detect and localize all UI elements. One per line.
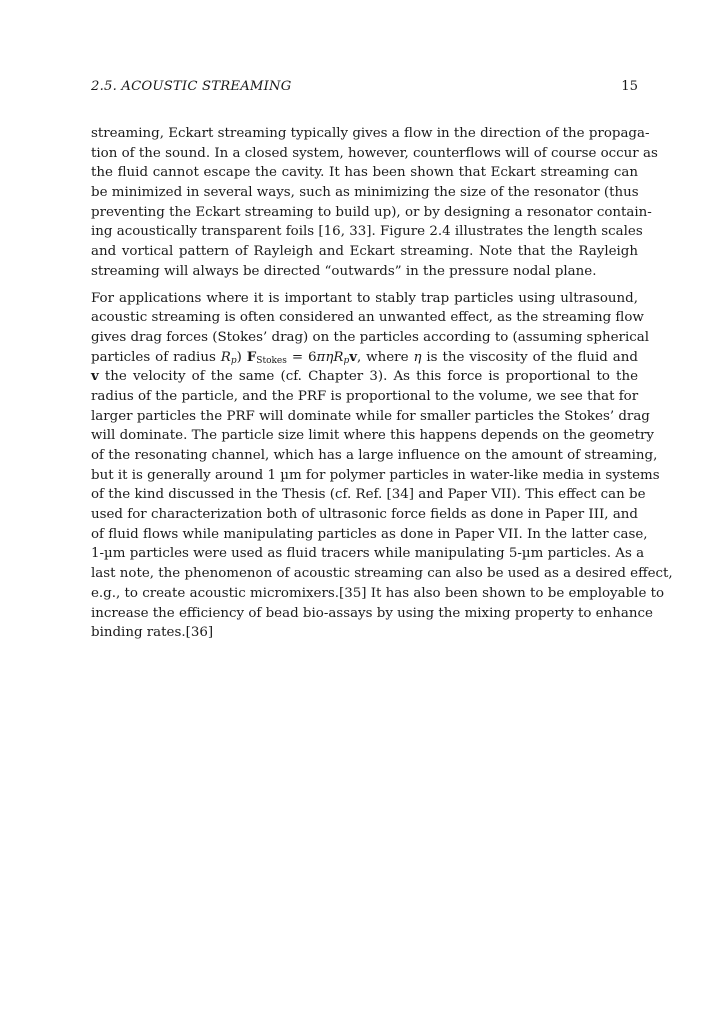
text-line: tion of the sound. In a closed system, however, counterflows will of course occur as xyxy=(91,145,658,161)
text-line: used for characterization both of ultrasonic force fields as done in Paper III, and xyxy=(91,507,638,523)
text-line: last note, the phenomenon of acoustic streaming can also be used as a desired effect, xyxy=(91,566,673,582)
text-line: larger particles the PRF will dominate while for smaller particles the Stokes’ drag xyxy=(91,408,650,424)
section-title: 2.5. ACOUSTIC STREAMING xyxy=(91,79,292,94)
math-radius-symbol: R xyxy=(220,349,231,365)
paragraph-gap xyxy=(91,282,638,289)
text-line: streaming, Eckart streaming typically gives a flow in the direction of the propaga- xyxy=(91,126,650,141)
text-fragment: is the viscosity of the fluid and xyxy=(421,349,638,365)
text-fragment: particles of radius xyxy=(91,349,221,365)
math-eta: η xyxy=(413,349,422,365)
running-header xyxy=(91,77,638,97)
text-line: preventing the Eckart streaming to build up), or by designing a resonator contain- xyxy=(91,204,652,220)
text-line: of the kind discussed in the Thesis (cf. Ref. [34] and Paper VII). This effect can be xyxy=(91,487,646,503)
text-line: ing acoustically transparent foils [16, 33]. Figure 2.4 illustrates the length scales xyxy=(91,224,643,240)
text-line: 1-µm particles were used as fluid tracers while manipulating 5-µm particles. As a xyxy=(91,546,645,562)
text-line: will dominate. The particle size limit where this happens depends on the geometry xyxy=(91,428,654,444)
math-subscript: Stokes xyxy=(256,355,287,366)
text-line: acoustic streaming is often considered an unwanted effect, as the streaming flow xyxy=(91,310,644,326)
body-text xyxy=(91,124,673,643)
math-force-symbol: F xyxy=(246,348,257,365)
text-line: the fluid cannot escape the cavity. It has been shown that Eckart streaming can xyxy=(91,165,638,181)
text-line: be minimized in several ways, such as minimizing the size of the resonator (thus xyxy=(91,185,639,201)
text-line: binding rates.[36] xyxy=(91,625,214,641)
text-line: and vortical pattern of Rayleigh and Eckart streaming. Note that the Rayleigh xyxy=(91,244,638,260)
text-line: of fluid flows while manipulating particles as done in Paper VII. In the latter case, xyxy=(91,526,648,542)
text-fragment: , where xyxy=(356,349,414,365)
text-line: For applications where it is important to stably trap particles using ultrasound, xyxy=(91,290,638,306)
text-line xyxy=(91,367,638,387)
paragraph-1 xyxy=(91,124,658,282)
text-line: gives drag forces (Stokes’ drag) on the particles according to (assuming spherical xyxy=(91,329,649,345)
text-line: increase the efficiency of bead bio-assays by using the mixing property to enhance xyxy=(91,605,653,621)
math-subscript: p xyxy=(230,355,237,366)
text-line: radius of the particle, and the PRF is proportional to the volume, we see that for xyxy=(91,388,639,404)
text-line: e.g., to create acoustic micromixers.[35] It has also been shown to be employable to xyxy=(91,585,665,601)
text-fragment: the velocity of the same (cf. Chapter 3). As this force is proportional to the xyxy=(98,369,638,385)
math-radius-symbol: R xyxy=(333,349,344,365)
math-eta: η xyxy=(325,349,334,365)
paragraph-2 xyxy=(91,289,673,643)
math-subscript: p xyxy=(343,355,350,366)
math-velocity-symbol: v xyxy=(349,348,357,365)
page-number: 15 xyxy=(621,79,638,94)
text-line: of the resonating channel, which has a large influence on the amount of streaming, xyxy=(91,448,658,463)
math-equals: = 6 xyxy=(286,349,317,365)
math-pi: π xyxy=(316,349,326,365)
text-line: but it is generally around 1 µm for polymer particles in water-like media in systems xyxy=(91,467,660,483)
math-velocity-symbol: v xyxy=(91,368,99,385)
math-line: particles of radius $R_p$) $F_{Stokes} = 6\pi\eta R_pv$, where η is the viscosity of the fluid and xyxy=(91,348,638,366)
text-line: streaming will always be directed “outwards” in the pressure nodal plane. xyxy=(91,263,597,279)
